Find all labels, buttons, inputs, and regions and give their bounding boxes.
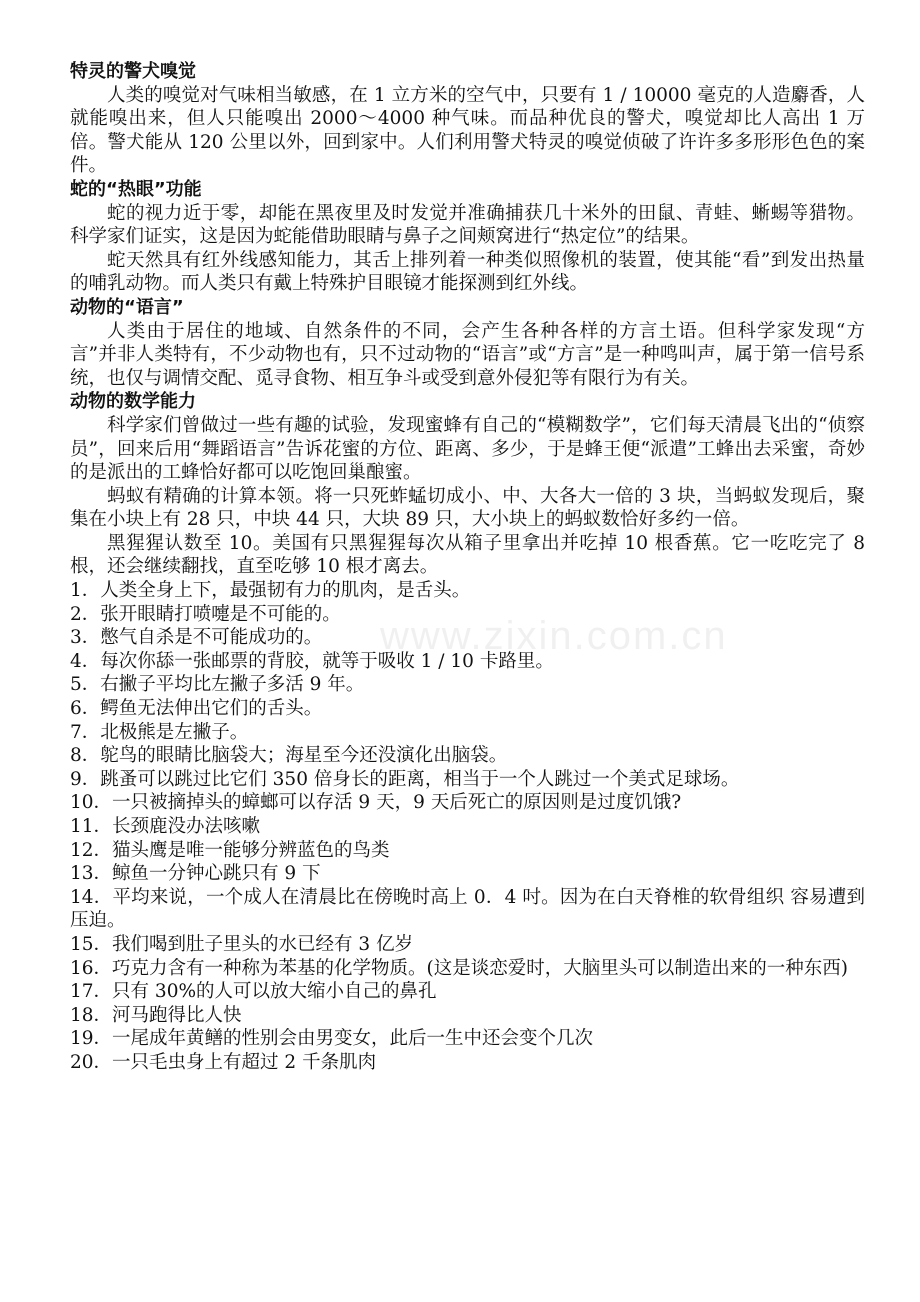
section-heading: 蛇的“热眼”功能 (70, 178, 202, 200)
paragraph: 黑猩猩认数至 10。美国有只黑猩猩每次从箱子里拿出并吃掉 10 根香蕉。它一吃吃完了 8 根，还会继续翻找，直至吃够 10 根才离去。 (70, 532, 865, 578)
list-item: 14．平均来说，一个成人在清晨比在傍晚时高上 0．4 吋。因为在白天脊椎的软骨组织 容易遭到压迫。 (70, 886, 865, 932)
list-item: 5．右撇子平均比左撇子多活 9 年。 (70, 674, 365, 696)
list-item: 6．鳄鱼无法伸出它们的舌头。 (70, 698, 323, 720)
paragraph: 蚂蚁有精确的计算本领。将一只死蚱蜢切成小、中、大各大一倍的 3 块，当蚂蚁发现后，聚集在小块上有 28 只，中块 44 只，大块 89 只，大小块上的蚂蚁数恰好多约一倍。 (70, 485, 865, 531)
list-item: 18．河马跑得比人快 (70, 1004, 242, 1026)
section-heading: 特灵的警犬嗅觉 (70, 61, 196, 82)
list-item: 19．一尾成年黄鳝的性别会由男变女，此后一生中还会变个几次 (70, 1028, 594, 1050)
section-police-dog (70, 60, 865, 178)
list-item: 8．鸵鸟的眼睛比脑袋大；海星至今还没演化出脑袋。 (70, 745, 508, 767)
list-item: 20．一只毛虫身上有超过 2 千条肌肉 (70, 1051, 377, 1073)
section-heading: 动物的“语言” (70, 296, 184, 318)
list-item: 2．张开眼睛打喷嚏是不可能的。 (70, 603, 341, 625)
list-item: 16．巧克力含有一种称为苯基的化学物质。(这是谈恋爱时，大脑里头可以制造出来的一种东西) (70, 957, 848, 979)
list-item: 9．跳蚤可以跳过比它们 350 倍身长的距离，相当于一个人跳过一个美式足球场。 (70, 768, 740, 790)
list-item: 12．猫头鹰是唯一能够分辨蓝色的鸟类 (70, 839, 390, 861)
list-item: 15．我们喝到肚子里头的水已经有 3 亿岁 (70, 933, 414, 955)
list-item: 4．每次你舔一张邮票的背胶，就等于吸收 1 / 10 卡路里。 (70, 650, 554, 672)
section-heading: 动物的数学能力 (70, 391, 196, 413)
list-item: 13．鲸鱼一分钟心跳只有 9 下 (70, 863, 321, 885)
paragraph: 科学家们曾做过一些有趣的试验，发现蜜蜂有自己的“模糊数学”，它们每天清晨飞出的“侦察员”，回来后用“舞蹈语言”告诉花蜜的方位、距离、多少，于是蜂王便“派遣”工蜂出去采蜜，奇妙的是派出的工蜂恰好都可以吃饱回巢酿蜜。 (70, 414, 865, 484)
section-animal-language (70, 296, 865, 390)
paragraph: 人类的嗅觉对气味相当敏感，在 1 立方米的空气中，只要有 1 / 10000 毫克的人造麝香，人就能嗅出来，但人只能嗅出 2000～4000 种气味。而品种优良的警犬，嗅觉却比人高出 1 万倍。警犬能从 120 公里以外，回到家中。人们利用警犬特灵的嗅觉侦破了许许多多形形色色的案件。 (70, 84, 865, 177)
document-page (70, 60, 865, 1075)
list-item: 7．北极熊是左撇子。 (70, 721, 249, 743)
paragraph: 蛇天然具有红外线感知能力，其舌上排列着一种类似照像机的装置，使其能“看”到发出热量的哺乳动物。而人类只有戴上特殊护目眼镜才能探测到红外线。 (70, 249, 865, 295)
paragraph: 蛇的视力近于零，却能在黑夜里及时发觉并准确捕获几十米外的田鼠、青蛙、蜥蜴等猎物。科学家们证实，这是因为蛇能借助眼睛与鼻子之间颊窝进行“热定位”的结果。 (70, 202, 865, 248)
section-snake-heat-eye (70, 178, 865, 296)
list-item: 10．一只被摘掉头的蟑螂可以存活 9 天，9 天后死亡的原因则是过度饥饿? (70, 792, 682, 814)
list-item: 11．长颈鹿没办法咳嗽 (70, 816, 261, 837)
watermark: www.zixin.com.cn (380, 614, 728, 658)
list-item: 3．憋气自杀是不可能成功的。 (70, 627, 323, 649)
facts-list (70, 579, 865, 1074)
section-animal-math (70, 390, 865, 579)
list-item: 17．只有 30%的人可以放大缩小自己的鼻孔 (70, 981, 437, 1003)
list-item: 1．人类全身上下，最强韧有力的肌肉，是舌头。 (70, 580, 471, 602)
paragraph: 人类由于居住的地域、自然条件的不同，会产生各种各样的方言土语。但科学家发现“方言”并非人类特有，不少动物也有，只不过动物的“语言”或“方言”是一种鸣叫声，属于第一信号系统，也仅与调情交配、觅寻食物、相互争斗或受到意外侵犯等有限行为有关。 (70, 320, 865, 389)
